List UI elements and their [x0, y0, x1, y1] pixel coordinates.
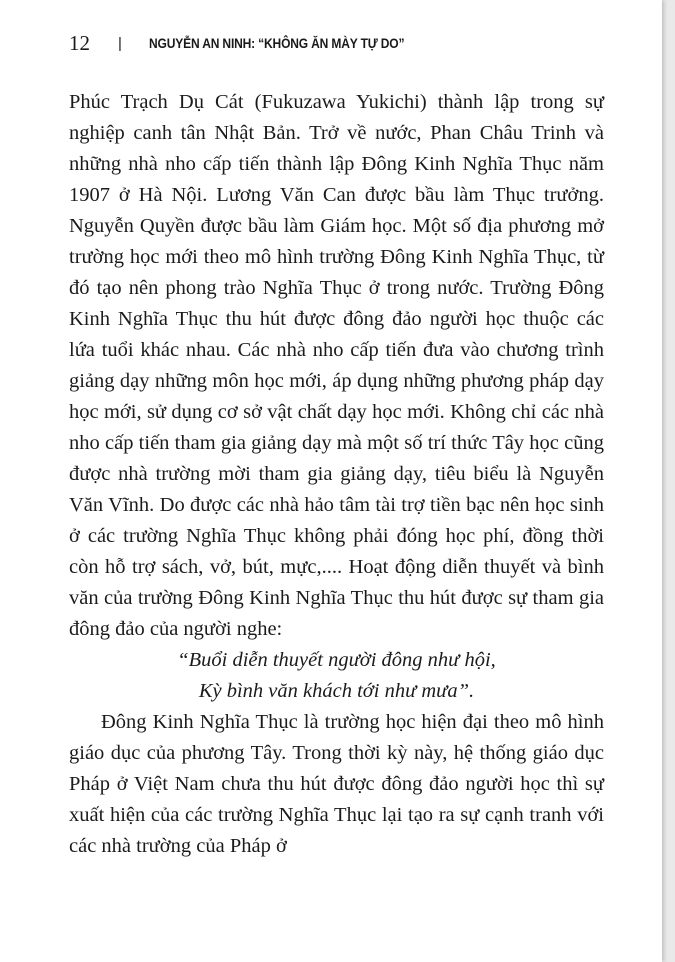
- page-number: 12: [69, 30, 90, 55]
- running-title: NGUYỄN AN NINH: “KHÔNG ĂN MÀY TỰ DO”: [148, 35, 405, 51]
- header-separator: |: [118, 34, 122, 52]
- page-header: [69, 30, 446, 56]
- paragraph-2: Đông Kinh Nghĩa Thục là trường học hiện đại theo mô hình giáo dục của phương Tây. Trong thời kỳ này, hệ thống giáo dục Pháp ở Việt Nam chưa thu hút được đông đảo người học thì sự xuất hiện của các trường Nghĩa Thục lại tạo ra sự cạnh tranh với các nhà trường của Pháp ở: [69, 711, 604, 857]
- verse-quote: [69, 645, 604, 707]
- verse-line-2: Kỳ bình văn khách tới như mưa”.: [198, 680, 475, 702]
- paragraph-continued: Phúc Trạch Dụ Cát (Fukuzawa Yukichi) thành lập trong sự nghiệp canh tân Nhật Bản. Trở về nước, Phan Châu Trinh và những nhà nho cấp tiến thành lập Đông Kinh Nghĩa Thục năm 1907 ở Hà Nội. Lương Văn Can được bầu làm Thục trưởng. Nguyễn Quyền được bầu làm Giám học. Một số địa phương mở trường học mới theo mô hình trường Đông Kinh Nghĩa Thục, từ đó tạo nên phong trào Nghĩa Thục ở trong nước. Trường Đông Kinh Nghĩa Thục thu hút được đông đảo người học thuộc các lứa tuổi khác nhau. Các nhà nho cấp tiến đưa vào chương trình giảng dạy những môn học mới, áp dụng những phương pháp dạy học mới, sử dụng cơ sở vật chất dạy học mới. Không chỉ các nhà nho cấp tiến tham gia giảng dạy mà một số trí thức Tây học cũng được nhà trường mời tham gia giảng dạy, tiêu biểu là Nguyễn Văn Vĩnh. Do được các nhà hảo tâm tài trợ tiền bạc nên học sinh ở các trường Nghĩa Thục không phải đóng học phí, đồng thời còn hỗ trợ sách, vở, bút, mực,.... Hoạt động diễn thuyết và bình văn của trường Đông Kinh Nghĩa Thục thu hút được sự tham gia đông đảo của người nghe:: [69, 91, 604, 640]
- page-body: [69, 87, 604, 862]
- verse-line-1: “Buổi diễn thuyết người đông như hội,: [177, 649, 496, 671]
